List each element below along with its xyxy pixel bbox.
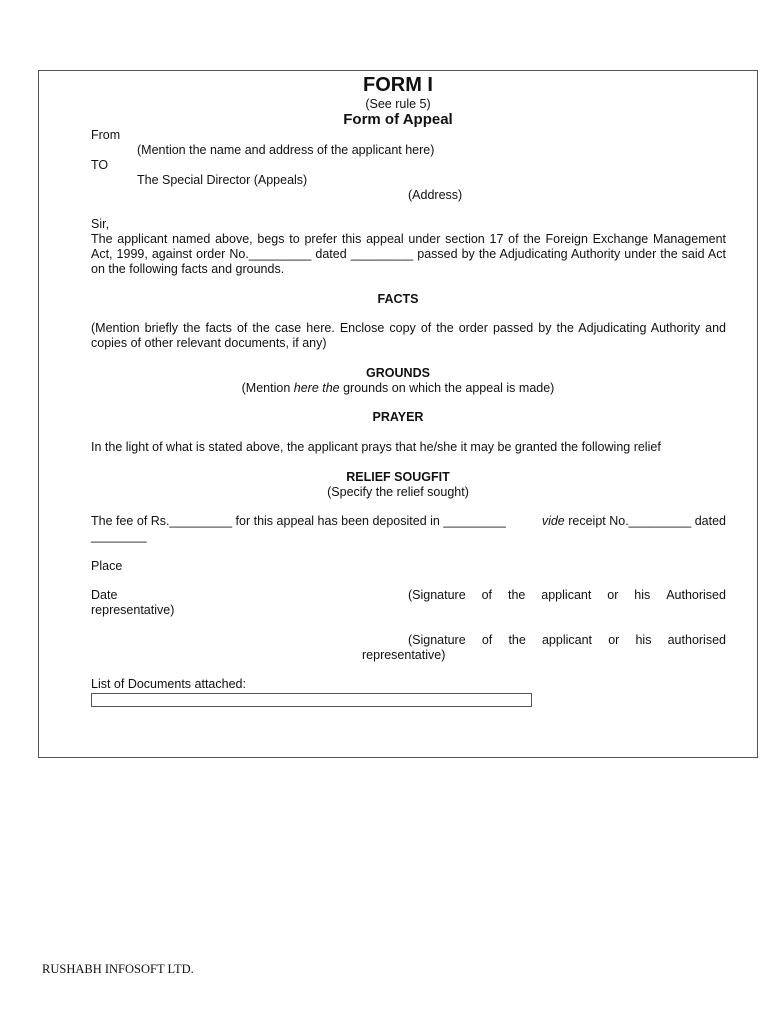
grounds-heading: GROUNDS (366, 366, 430, 380)
form-subtitle: Form of Appeal (343, 111, 453, 128)
signature-word: (Signature (408, 633, 466, 647)
signature-word: his (634, 588, 651, 602)
footer-company: RUSHABH INFOSOFT LTD. (42, 962, 194, 976)
signature-word: authorised (667, 633, 726, 647)
signature-word: of (481, 633, 493, 647)
relief-text: (Specify the relief sought) (327, 485, 469, 499)
fee-line (91, 514, 726, 529)
documents-list-box[interactable] (91, 693, 532, 707)
fee-vide: vide (541, 514, 565, 528)
signature-1-continued: representative) (91, 603, 175, 617)
to-address: (Address) (408, 188, 463, 202)
intro-paragraph: The applicant named above, begs to prefer this appeal under section 17 of the Foreign Exchange Management Act, 1999, against order No._________ dated _________ passed by the Adjudicating Authority under the said Act on the following facts and grounds. (91, 232, 726, 276)
signature-word: his (635, 633, 652, 647)
facts-text: (Mention briefly the facts of the case here. Enclose copy of the order passed by the Adjudicating Authority and copies of other relevant documents, if any) (91, 321, 726, 350)
grounds-text-after: grounds on which the appeal is made) (339, 381, 555, 395)
signature-line-2 (408, 633, 726, 648)
relief-heading: RELIEF SOUGFIT (346, 470, 450, 484)
to-name: The Special Director (Appeals) (137, 173, 308, 187)
documents-label: List of Documents attached: (91, 677, 246, 691)
grounds-text (39, 381, 757, 396)
form-frame (38, 70, 758, 758)
fee-line-continued: ________ (91, 529, 147, 543)
signature-word: Authorised (666, 588, 726, 602)
place-label: Place (91, 559, 123, 573)
signature-line-1 (408, 588, 726, 603)
signature-word: (Signature (408, 588, 466, 602)
prayer-text: In the light of what is stated above, the applicant prays that he/she it may be granted the following relief (91, 440, 661, 454)
from-hint: (Mention the name and address of the applicant here) (137, 143, 435, 157)
grounds-text-italic: here the (293, 381, 340, 395)
fee-receipt: receipt No._________ dated (568, 514, 726, 528)
to-label: TO (91, 158, 109, 172)
signature-word: or (608, 633, 620, 647)
grounds-text-before: (Mention (241, 381, 294, 395)
signature-word: the (507, 588, 526, 602)
signature-2-continued: representative) (362, 648, 446, 662)
salutation: Sir, (91, 217, 110, 231)
signature-word: applicant (541, 588, 592, 602)
signature-word: the (508, 633, 526, 647)
signature-word: or (607, 588, 619, 602)
fee-line-part-1: The fee of Rs._________ for this appeal has been deposited in _________ (91, 514, 506, 528)
date-label: Date (91, 588, 118, 602)
facts-heading: FACTS (377, 292, 419, 306)
from-label: From (91, 128, 121, 142)
prayer-heading: PRAYER (372, 410, 424, 424)
fee-line-part-2 (542, 514, 726, 529)
form-title: FORM I (363, 74, 433, 96)
signature-word: applicant (541, 633, 593, 647)
rule-reference: (See rule 5) (365, 97, 431, 111)
signature-word: of (481, 588, 493, 602)
